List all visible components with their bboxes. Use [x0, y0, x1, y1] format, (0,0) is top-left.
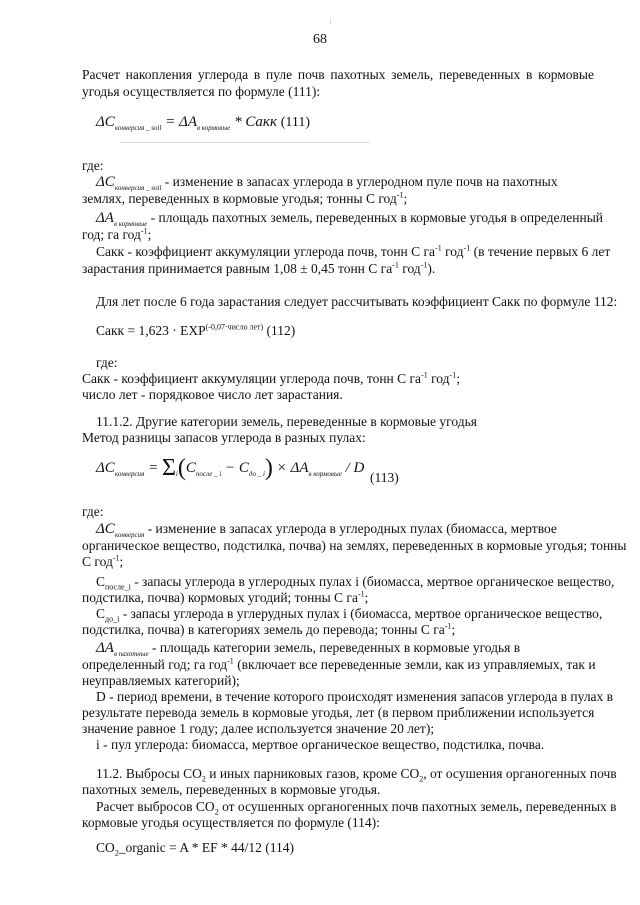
- definition-text: - изменение в запасах углерода в углеродном пуле почв на пахотных: [164, 174, 558, 189]
- para-after-6-years: Для лет после 6 года зарастания следует рассчитывать коэффициент Сакк по формуле 112:: [96, 294, 618, 309]
- definition-delta-a-pah-line3: неуправляемых категорий);: [82, 673, 240, 688]
- para-intro-line1: Расчет накопления углерода в пуле почв пахотных земель, переведенных в кормовые: [82, 67, 594, 82]
- page-number: 68: [313, 32, 327, 47]
- para-co2-line1: Расчет выбросов $CO_2$ от осушенных органогенных почв пахотных земель, переведенных в: [96, 799, 617, 817]
- formula-113-tag: (113): [370, 470, 399, 485]
- definition-text: - изменение в запасах углерода в углеродных пулах (биомасса, мертвое: [147, 521, 557, 536]
- section-11-2-line2: пахотных земель, переведенных в кормовые угодья.: [82, 782, 381, 797]
- where-label-1: где:: [82, 158, 104, 173]
- definition-delta-a: $\Delta A_{в кормовые}$ - площадь пахотных земель, переведенных в кормовые угодья в определенный: [96, 210, 604, 228]
- definition-delta-c-conv-line3: С год$^{-1}$;: [82, 553, 124, 569]
- definition-delta-a-pah-cont: определенный год; га год$^{-1}$ (включает все переведенные земли, как из управляемых, так и: [82, 656, 596, 672]
- definition-delta-c-soil: $\Delta C_{конверсия \_ soil}$ - изменение в запасах углерода в углеродном пуле почв на пахотных: [96, 174, 558, 192]
- definition-delta-a-pah: $\Delta A_{в пахотные}$ - площадь категории земель, переведенных в кормовые угодья в: [96, 640, 521, 658]
- definition-delta-c-conv: $\Delta C_{конверсия}$ - изменение в запасах углерода в углеродных пулах (биомасса, мертвое: [96, 521, 557, 539]
- scan-mark: [120, 142, 370, 143]
- definition-sakk: Сакк - коэффициент аккумуляции углерода почв, тонн С $га^{-1}$ год$^{-1}$ (в течение первых 6 лет: [96, 243, 611, 259]
- where-label-3: где:: [82, 504, 104, 519]
- definition-c-posle-cont: подстилка, почва) кормовых угодий; тонны С $га^{-1}$;: [82, 589, 369, 605]
- method-heading: Метод разницы запасов углерода в разных пулах:: [82, 430, 366, 445]
- formula-111: $\Delta C_{конверсия \_ soil} = \Delta A_{в кормовые}$ * Сакк (111): [96, 114, 311, 132]
- definition-d-line3: значение равное 1 году; далее используется значение 20 лет);: [82, 721, 435, 736]
- definition-delta-a-cont: год; га год$^{-1}$;: [82, 226, 152, 242]
- definition-sakk-2: Сакк - коэффициент аккумуляции углерода почв, тонн С $га^{-1}$ год$^{-1}$;: [82, 370, 460, 386]
- section-11-1-2: 11.1.2. Другие категории земель, переведенные в кормовые угодья: [96, 414, 477, 429]
- formula-113: $\Delta C_{конверсия} = \Sigma_i(C_{после \_ i} - C_{до \_ i}) \times \Delta A_{в кормовые} / D$: [96, 455, 365, 481]
- definition-sakk-cont: зарастания принимается равным 1,08 ± 0,45 тонн С $га^{-1}$ год$^{-1}$).: [82, 260, 436, 276]
- formula-112: Сакк = $1,623 \cdot EXP^{(-0,07\cdot число лет)}$ (112): [96, 322, 296, 338]
- definition-d-line2: результате перевода земель в кормовые угодья, лет (в первом приближении используется: [82, 705, 595, 720]
- definition-c-do-cont: подстилка, почва) в категориях земель до перевода; тонны С $га^{-1}$;: [82, 621, 456, 637]
- definition-delta-c-soil-cont: землях, переведенных в кормовые угодья; тонны С год$^{-1}$;: [82, 190, 408, 206]
- definition-delta-c-conv-line2: органическое вещество, подстилка, почва) на землях, переведенных в кормовые угодья; тонны: [82, 538, 627, 553]
- definition-years: число лет - порядковое число лет зарастания.: [82, 387, 343, 402]
- definition-c-posle: $C_{после\_i}$ - запасы углерода в углеродных пулах i (биомасса, мертвое органическое вещество,: [96, 574, 615, 592]
- para-intro-line2: угодья осуществляется по формуле (111):: [82, 84, 321, 99]
- definition-text: - площадь категории земель, переведенных в кормовые угодья в: [151, 640, 521, 655]
- formula-111-tag: (111): [280, 115, 311, 130]
- definition-i: i - пул углерода: биомасса, мертвое органическое вещество, подстилка, почва.: [96, 737, 545, 752]
- para-co2-line2: кормовые угодья осуществляется по формуле (114):: [82, 815, 380, 830]
- definition-c-do: $C_{до\_i}$ - запасы углерода в углерудных пулах i (биомасса, мертвое органическое вещество,: [96, 606, 603, 624]
- formula-114: $CO_2\_organic = A$ * EF * 44/12 (114): [96, 840, 294, 858]
- definition-text: - площадь пахотных земель, переведенных в кормовые угодья в определенный: [150, 210, 604, 225]
- section-11-2-line1: 11.2. Выбросы $CO_2$ и иных парниковых газов, кроме $CO_2$, от осушения органогенных почв: [96, 766, 617, 784]
- definition-d-line1: D - период времени, в течение которого происходят изменения запасов углерода в пулах в: [96, 689, 614, 704]
- scan-mark: [330, 18, 331, 24]
- where-label-2: где:: [96, 355, 118, 370]
